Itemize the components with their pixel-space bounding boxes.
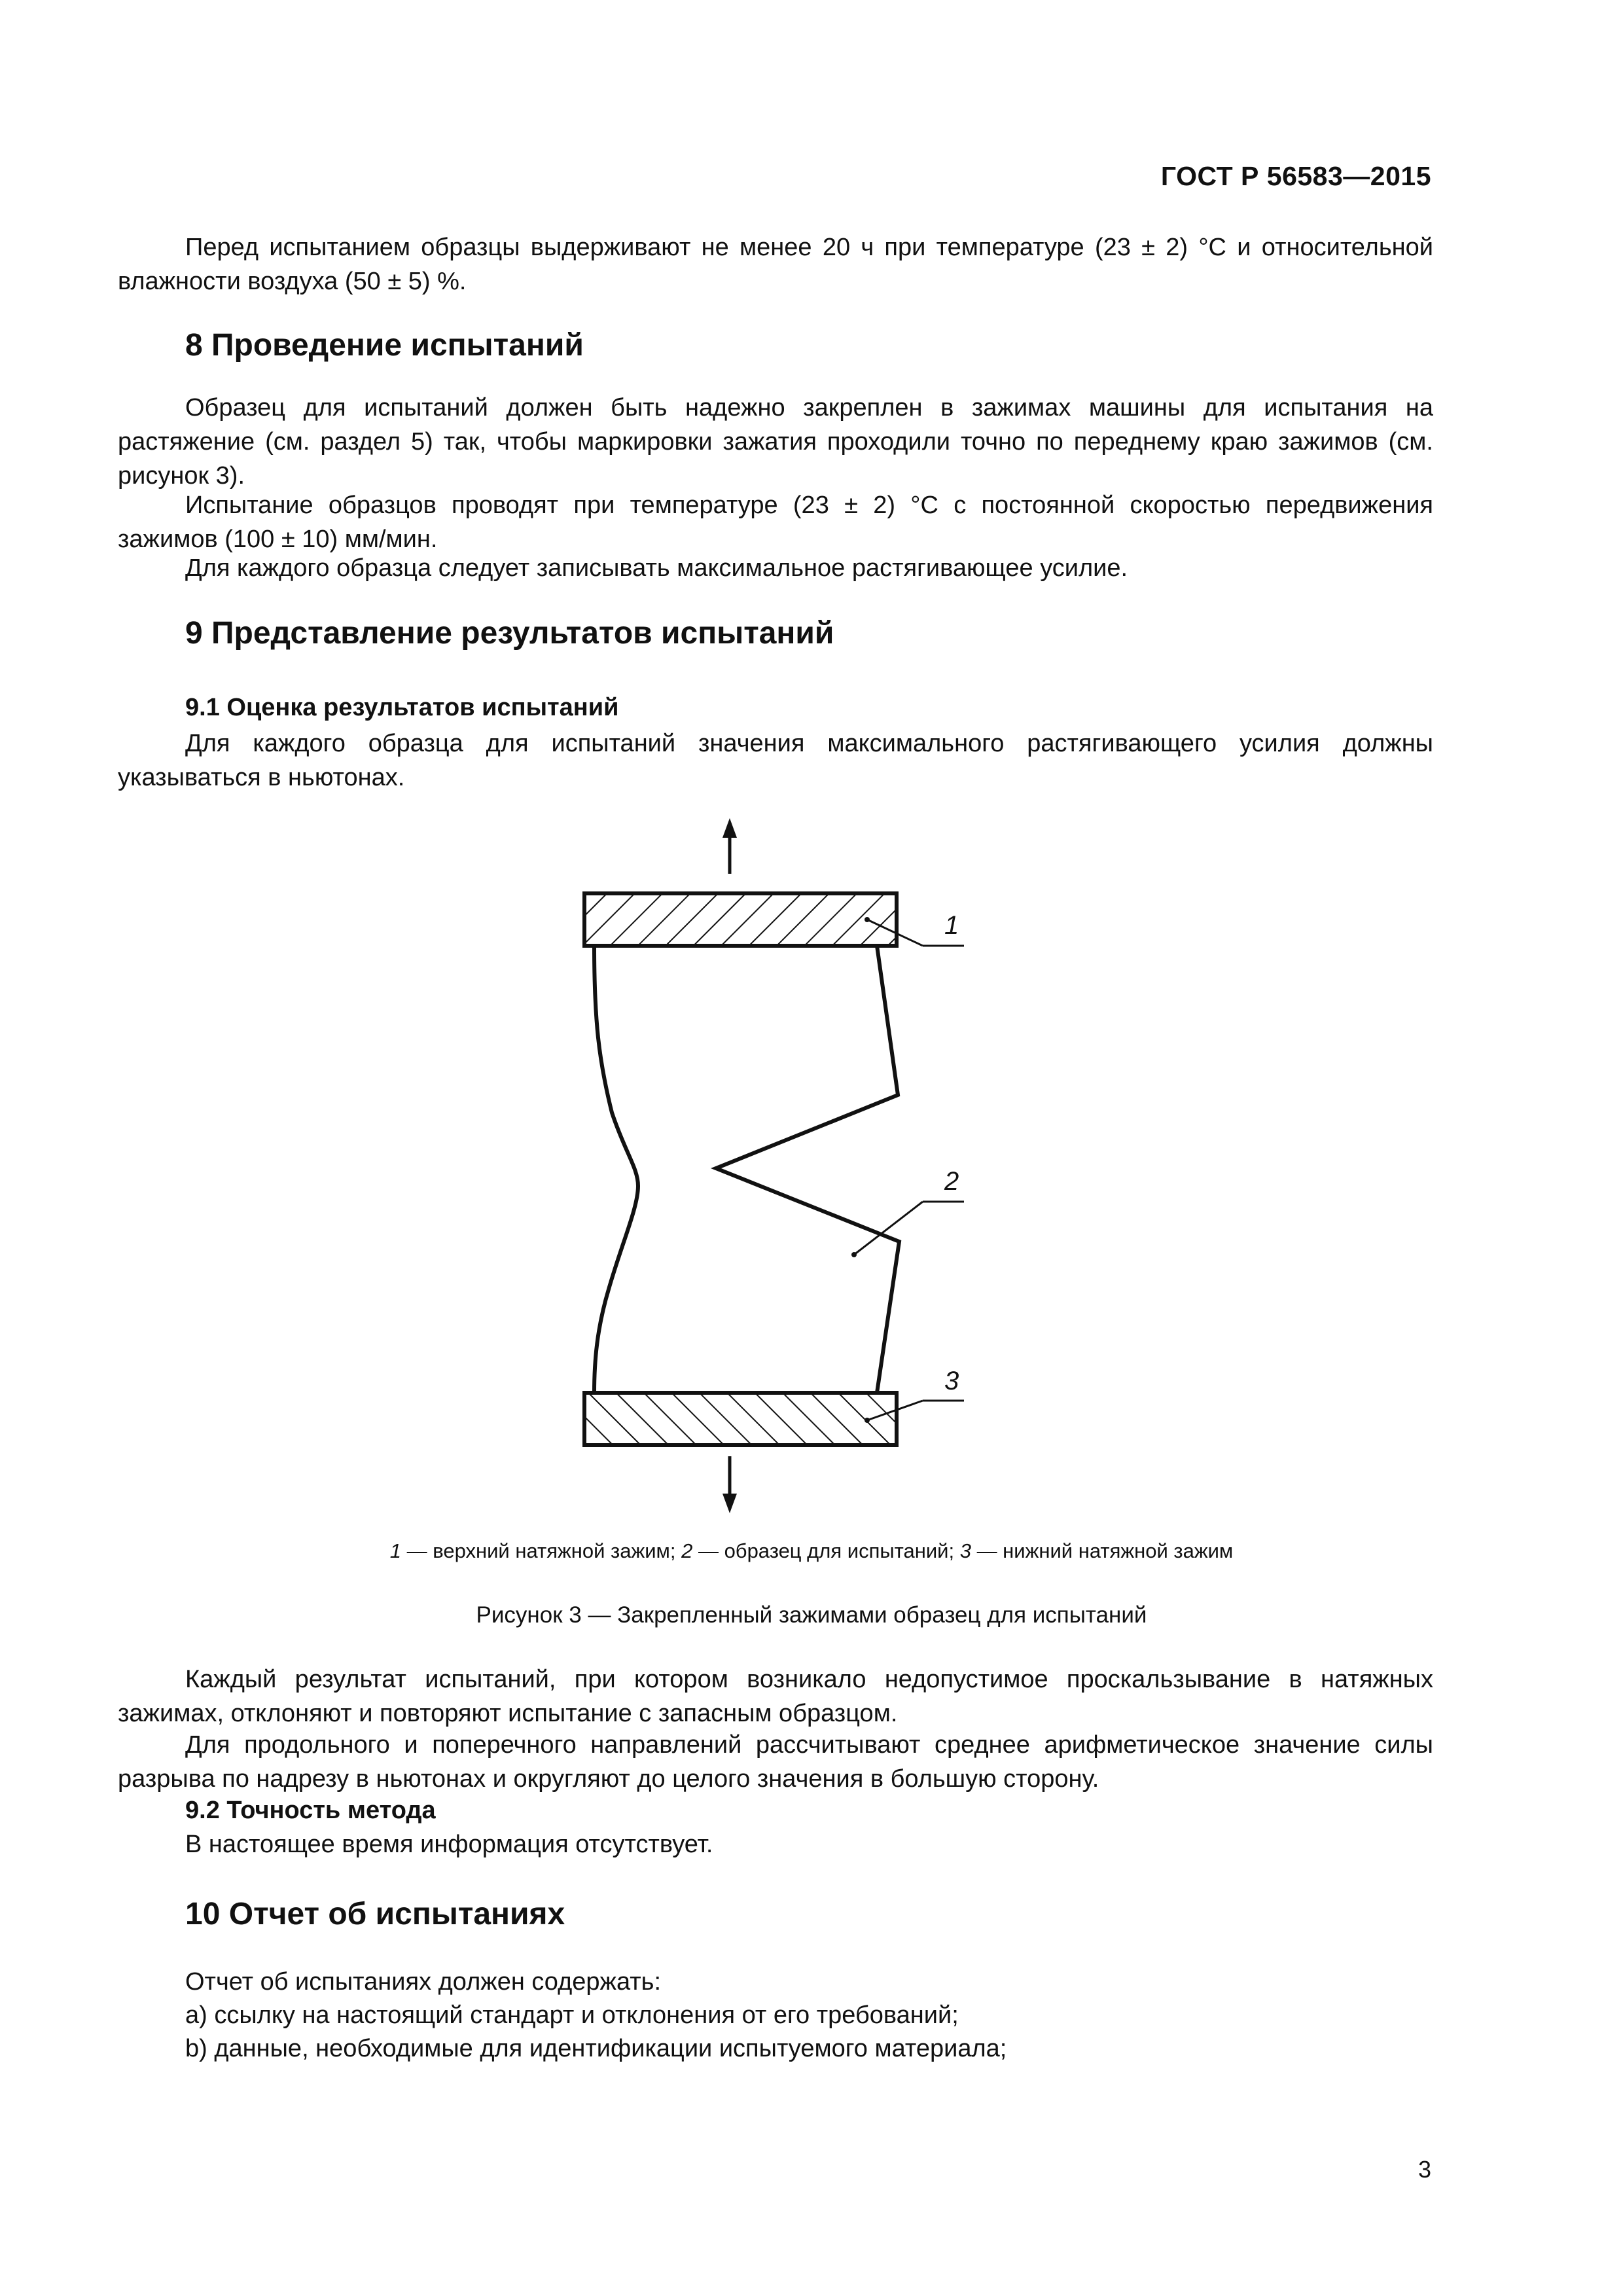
section-8-paragraph-1: Образец для испытаний должен быть надежно закреплен в зажимах машины для испытания на растяжение (см. раздел 5) так, чтобы маркировки зажатия проходили точно по переднему краю зажимов (см. рисунок 3). bbox=[118, 394, 1433, 490]
upper-clamp bbox=[584, 893, 897, 946]
section-10-heading: 10 Отчет об испытаниях bbox=[185, 1897, 565, 1931]
legend-text-1: — верхний натяжной зажим; bbox=[401, 1539, 682, 1562]
section-9-1-paragraph-3: Для продольного и поперечного направлений рассчитывают среднее арифметическое значение силы разрыва по надрезу в ньютонах и округляют до целого значения в большую сторону. bbox=[118, 1731, 1433, 1793]
page-number: 3 bbox=[1418, 2156, 1431, 2183]
section-9-2-paragraph: В настоящее время информация отсутствует. bbox=[185, 1831, 713, 1858]
figure-label-2: 2 bbox=[944, 1167, 959, 1196]
legend-number-1: 1 bbox=[389, 1539, 401, 1562]
section-8-paragraph-2: Испытание образцов проводят при температуре (23 ± 2) °С с постоянной скоростью передвижения зажимов (100 ± 10) мм/мин. bbox=[118, 492, 1433, 553]
section-9-heading: 9 Представление результатов испытаний bbox=[185, 616, 834, 651]
section-8-paragraph-3: Для каждого образца следует записывать максимальное растягивающее усилие. bbox=[185, 554, 1128, 582]
arrow-up-icon bbox=[722, 818, 737, 874]
document-code: ГОСТ Р 56583—2015 bbox=[1160, 161, 1431, 191]
legend-number-3: 3 bbox=[959, 1539, 971, 1562]
figure-legend bbox=[0, 1539, 1623, 1563]
conditioning-paragraph: Перед испытанием образцы выдерживают не менее 20 ч при температуре (23 ± 2) °С и относительной влажности воздуха (50 ± 5) %. bbox=[118, 234, 1433, 295]
report-item-b: b) данные, необходимые для идентификации испытуемого материала; bbox=[185, 2035, 1007, 2062]
section-9-1-paragraph-1: Для каждого образца для испытаний значения максимального растягивающего усилия должны указываться в ньютонах. bbox=[118, 730, 1433, 791]
specimen-outline bbox=[594, 946, 899, 1393]
lower-clamp bbox=[584, 1393, 897, 1445]
legend-text-2: — образец для испытаний; bbox=[692, 1539, 960, 1562]
figure-label-1: 1 bbox=[944, 911, 959, 940]
report-item-a: a) ссылку на настоящий стандарт и отклонения от его требований; bbox=[185, 2001, 959, 2029]
legend-text-3: — нижний натяжной зажим bbox=[971, 1539, 1234, 1562]
section-10-intro: Отчет об испытаниях должен содержать: bbox=[185, 1968, 662, 1996]
section-8-heading: 8 Проведение испытаний bbox=[185, 328, 584, 363]
section-9-1-heading: 9.1 Оценка результатов испытаний bbox=[185, 694, 619, 721]
arrow-down-icon bbox=[722, 1456, 737, 1513]
section-9-1-paragraph-2: Каждый результат испытаний, при котором возникало недопустимое проскальзывание в натяжных зажимах, отклоняют и повторяют испытание с запасным образцом. bbox=[118, 1666, 1433, 1727]
legend-number-2: 2 bbox=[681, 1539, 693, 1562]
section-9-2-heading: 9.2 Точность метода bbox=[185, 1797, 436, 1824]
figure-caption: Рисунок 3 — Закрепленный зажимами образец для испытаний bbox=[476, 1602, 1147, 1628]
figure-label-3: 3 bbox=[944, 1367, 959, 1395]
